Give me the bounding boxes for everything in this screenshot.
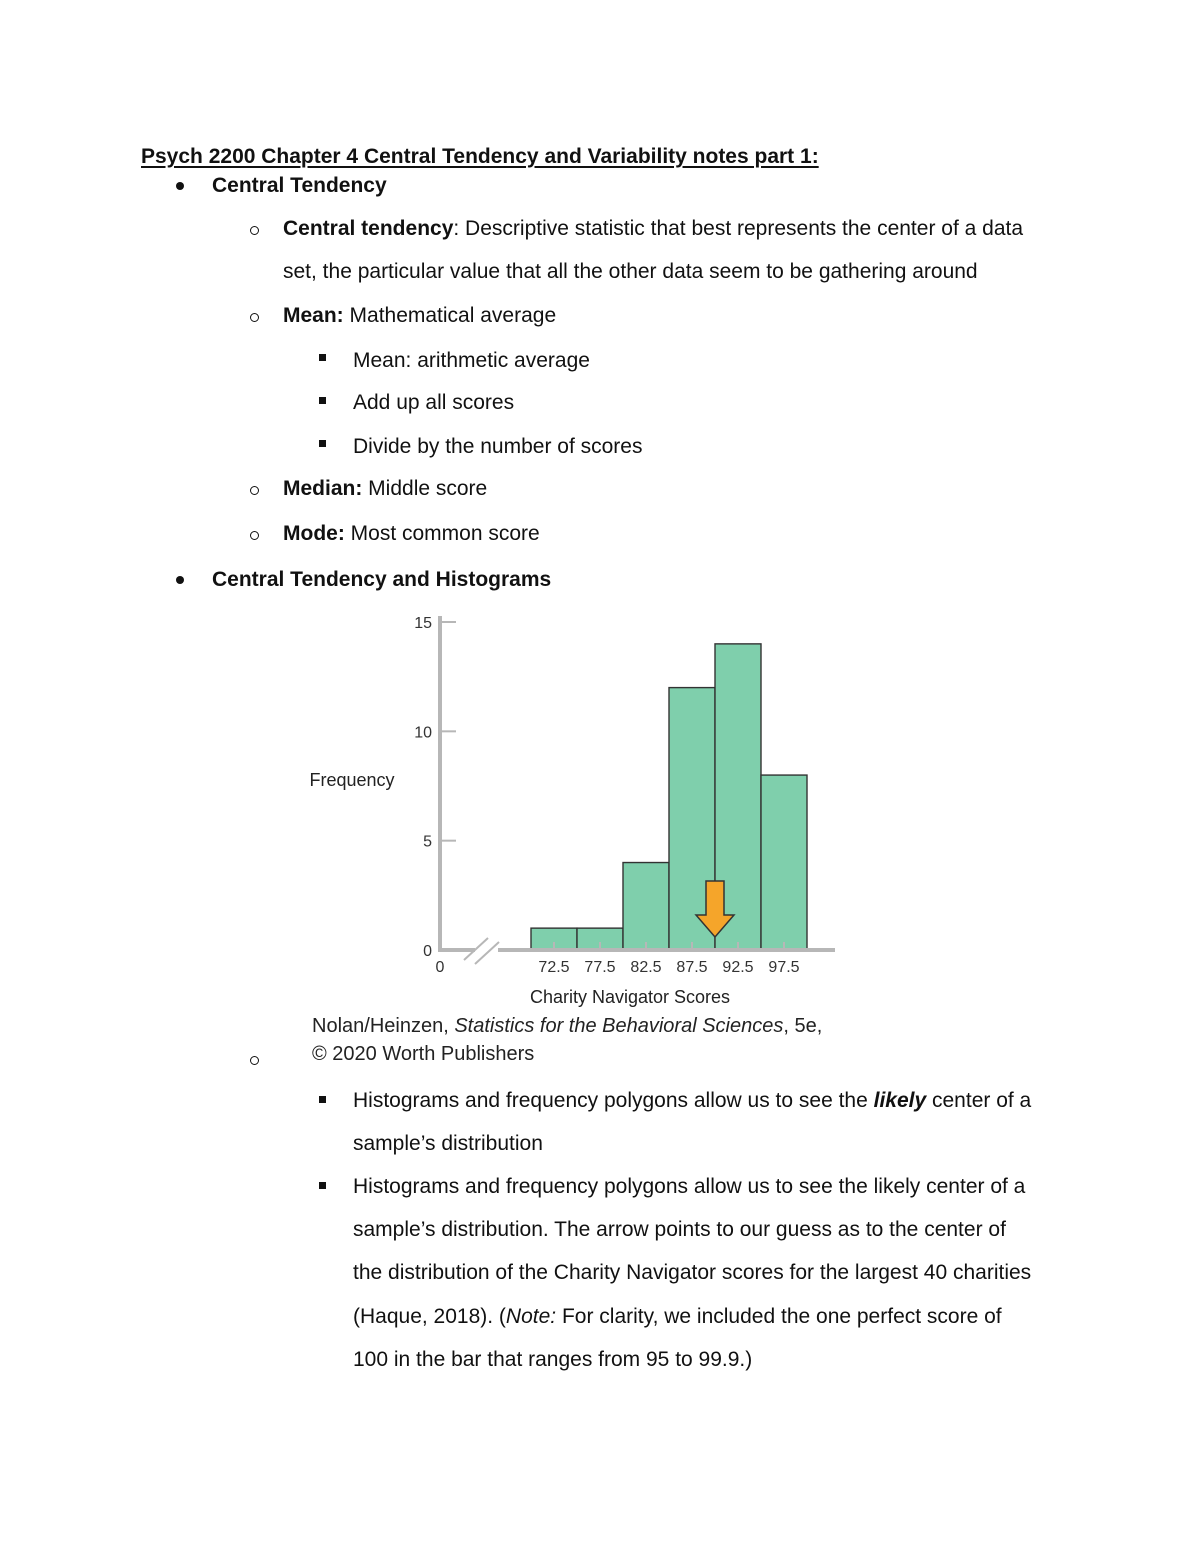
median-def-text: Middle score [362, 477, 488, 500]
credit-book-title: Statistics for the Behavioral Sciences [454, 1015, 784, 1037]
median-term: Median: [283, 477, 363, 500]
mean-point: Mean: arithmetic average [353, 349, 590, 372]
y-axis-title: Frequency [309, 770, 395, 790]
credit-edition: , 5e, [783, 1015, 823, 1037]
histogram-note2-line4 [353, 1304, 1002, 1330]
note1-emphasis: likely [873, 1089, 927, 1112]
bullet-circle [250, 531, 259, 540]
page-title: Psych 2200 Chapter 4 Central Tendency and Variability notes part 1: [141, 145, 819, 168]
histogram-note2-line1: Histograms and frequency polygons allow us to see the likely center of a [353, 1175, 1026, 1198]
x-tick-label: 77.5 [584, 959, 616, 976]
mean-def-text: Mathematical average [343, 304, 557, 327]
mean-point: Divide by the number of scores [353, 435, 643, 458]
note2-text-end: For clarity, we included the one perfect score of [556, 1305, 1002, 1328]
mode-definition [283, 521, 540, 547]
bullet-square [319, 354, 326, 361]
ct-definition-line2: set, the particular value that all the other data seem to be gathering around [283, 260, 978, 283]
histogram-note2-line2: sample’s distribution. The arrow points to our guess as to the center of [353, 1218, 1006, 1241]
mean-definition [283, 303, 556, 329]
x-tick-label: 92.5 [722, 959, 754, 976]
bullet-circle [250, 313, 259, 322]
x-tick-label: 87.5 [676, 959, 708, 976]
bullet-square [319, 440, 326, 447]
ct-definition-line1 [283, 216, 1023, 242]
bullet-circle [250, 486, 259, 495]
note1-text-end: center of a [926, 1089, 1032, 1112]
bullet-circle [250, 226, 259, 235]
y-tick-label: 10 [414, 724, 432, 742]
ct-term: Central tendency [283, 217, 454, 240]
heading-central-tendency: Central Tendency [212, 174, 387, 197]
mean-term: Mean: [283, 304, 344, 327]
credit-author: Nolan/Heinzen, [312, 1015, 455, 1037]
histogram-chart [290, 600, 870, 1020]
bullet-circle [250, 1056, 259, 1065]
y-tick-label: 5 [423, 833, 432, 851]
ct-def-text: : Descriptive statistic that best represents the center of a data [453, 217, 1024, 240]
histogram-bar [623, 863, 669, 950]
bullet-square [319, 397, 326, 404]
median-definition [283, 476, 487, 502]
x-tick-label: 72.5 [538, 959, 570, 976]
figure-credit [312, 1013, 822, 1039]
note2-emphasis: Note: [505, 1305, 557, 1328]
bullet-square [319, 1182, 326, 1189]
note1-text: Histograms and frequency polygons allow us to see the [353, 1089, 874, 1112]
note2-text: (Haque, 2018). ( [353, 1305, 506, 1328]
heading-histograms: Central Tendency and Histograms [212, 568, 552, 591]
bullet-square [319, 1096, 326, 1103]
mode-term: Mode: [283, 522, 345, 545]
histogram-note2-line3: the distribution of the Charity Navigator scores for the largest 40 charities [353, 1261, 1032, 1284]
mean-point: Add up all scores [353, 391, 515, 414]
y-tick-label: 0 [423, 943, 432, 960]
histogram-bar [761, 775, 807, 950]
x-axis-title: Charity Navigator Scores [529, 987, 731, 1007]
histogram-note1-line2: sample’s distribution [353, 1132, 543, 1155]
bullet-dot [176, 576, 184, 584]
mode-def-text: Most common score [344, 522, 540, 545]
x-tick-label: 97.5 [768, 959, 800, 976]
figure-copyright: © 2020 Worth Publishers [312, 1043, 535, 1065]
x-tick-label: 82.5 [630, 959, 662, 976]
x-origin-label: 0 [435, 959, 445, 976]
histogram-note1-line1 [353, 1088, 1031, 1114]
bullet-dot [176, 182, 184, 190]
histogram-note2-line5: 100 in the bar that ranges from 95 to 99.9.) [353, 1348, 753, 1371]
y-tick-label: 15 [414, 615, 432, 632]
